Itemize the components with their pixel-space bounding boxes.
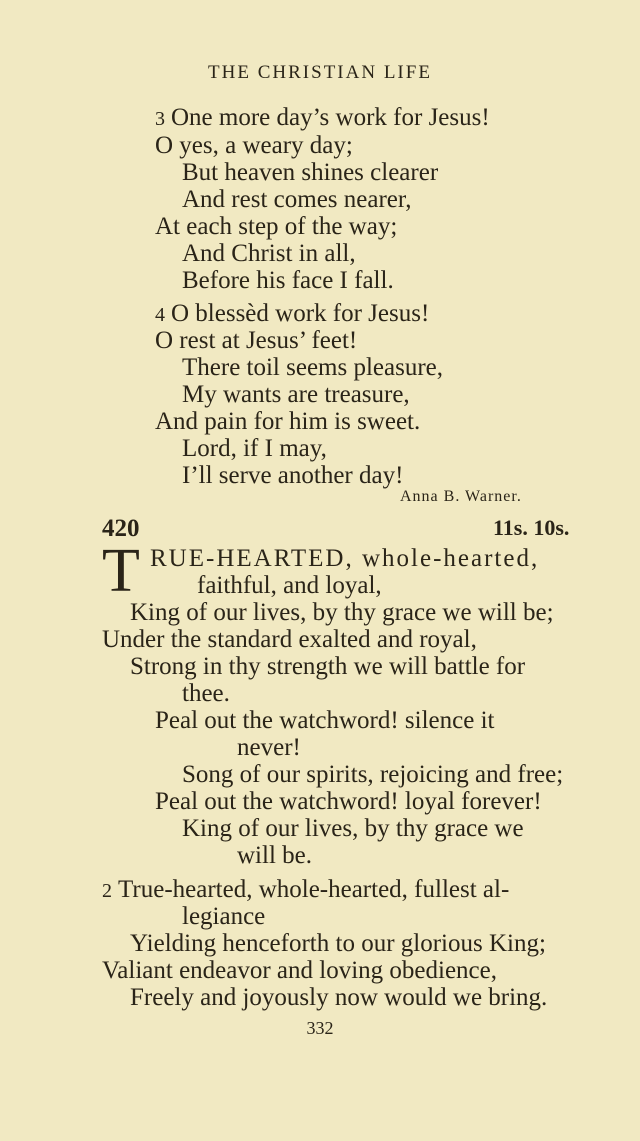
verse-line: And rest comes nearer, [182,186,412,213]
verse-line: King of our lives, by thy grace we will be; [130,599,554,626]
running-header: THE CHRISTIAN LIFE [208,62,432,83]
verse-line: My wants are treasure, [182,381,410,408]
verse-line: Lord, if I may, [182,435,327,462]
verse-line: thee. [182,680,230,707]
verse-line: Valiant endeavor and loving obedience, [102,957,497,984]
verse-line: O rest at Jesus’ feet! [155,327,358,354]
drop-cap: T [102,537,140,605]
page-number: 332 [306,1018,334,1038]
verse-line: faithful, and loyal, [197,572,382,599]
hymn-meter: 11s. 10s. [493,515,570,540]
verse-line: King of our lives, by thy grace we [182,815,524,842]
verse-line: 4 O blessèd work for Jesus! [155,300,430,327]
verse-line: But heaven shines clearer [182,159,439,186]
verse-line: 2 True-hearted, whole-hearted, fullest al- [102,876,510,903]
hymn-number: 420 [102,515,140,542]
author-attribution: Anna B. Warner. [400,488,522,505]
verse-line: And Christ in all, [182,240,356,267]
verse-line: At each step of the way; [155,213,398,240]
stanza-number: 2 [102,880,112,902]
verse-line: Song of our spirits, rejoicing and free; [182,761,564,788]
verse-line: Under the standard exalted and royal, [102,626,477,653]
verse-line: will be. [237,842,312,869]
verse-line: Freely and joyously now would we bring. [130,984,548,1011]
verse-line: legiance [182,903,266,930]
verse-line: Peal out the watchword! silence it [155,707,495,734]
stanza-number: 3 [155,108,165,130]
verse-line: And pain for him is sweet. [155,408,421,435]
verse-line: RUE-HEARTED, whole-hearted, [150,545,540,572]
verse-line: Before his face I fall. [182,267,394,294]
verse-line: 3 One more day’s work for Jesus! [155,104,490,131]
verse-line: Yielding henceforth to our glorious King; [130,930,546,957]
verse-line: Strong in thy strength we will battle for [130,653,526,680]
verse-line: There toil seems pleasure, [182,354,444,381]
verse-line: O yes, a weary day; [155,132,353,159]
verse-line: I’ll serve another day! [182,462,404,489]
verse-line: never! [237,734,301,761]
stanza-number: 4 [155,304,165,326]
verse-line: Peal out the watchword! loyal forever! [155,788,542,815]
